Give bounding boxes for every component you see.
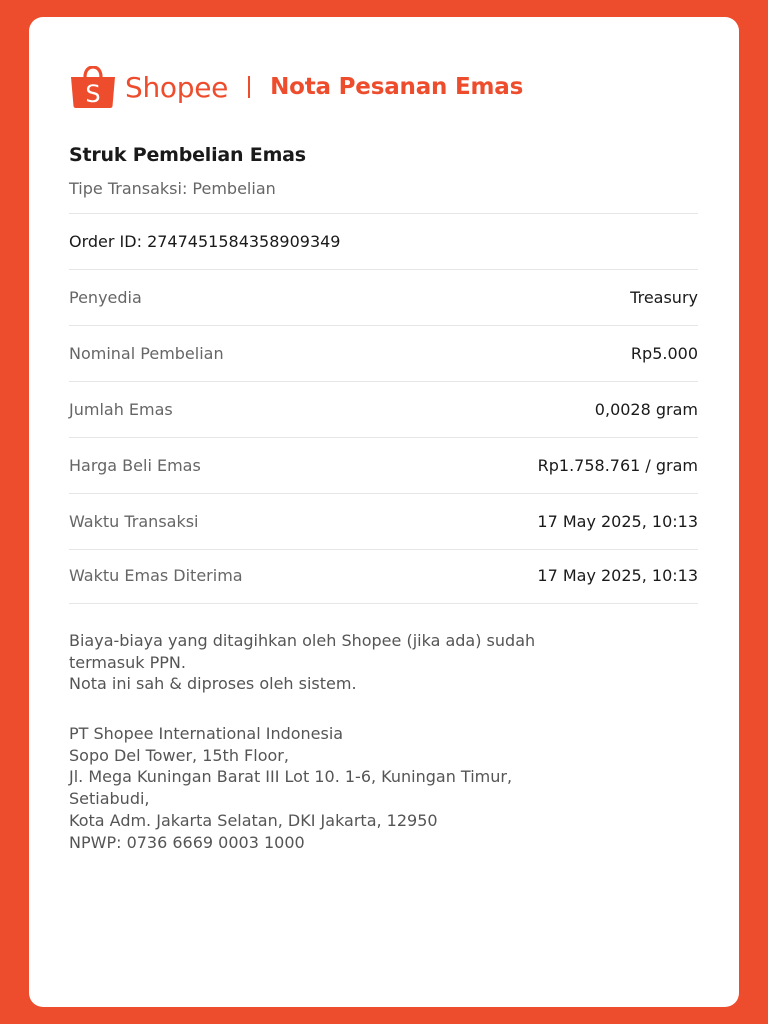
row-value: 17 May 2025, 10:13 [537, 512, 698, 531]
shopee-bag-icon [69, 66, 117, 108]
receipt-card [29, 17, 739, 1007]
row-label: Penyedia [69, 288, 142, 307]
divider [69, 213, 698, 214]
notes-line: Nota ini sah & diproses oleh sistem. [69, 674, 357, 694]
company-name: PT Shopee International Indonesia [69, 724, 344, 743]
row-value: Rp5.000 [630, 344, 698, 363]
svg-text:S: S [85, 80, 101, 108]
receipt-notes [69, 630, 709, 695]
detail-row-purchase-amount [69, 326, 698, 382]
row-label: Waktu Transaksi [69, 512, 199, 531]
receipt-header [69, 65, 523, 109]
address-line: Setiabudi, [69, 789, 150, 809]
detail-row-gold-quantity [69, 382, 698, 438]
address-line: Kota Adm. Jakarta Selatan, DKI Jakarta, 12950 [69, 810, 438, 830]
page-title: Nota Pesanan Emas [270, 74, 524, 100]
row-label: Nominal Pembelian [69, 344, 224, 363]
row-label: Harga Beli Emas [69, 456, 201, 475]
notes-line: Biaya-biaya yang ditagihkan oleh Shopee (jika ada) sudah [69, 631, 536, 650]
transaction-type: Tipe Transaksi: Pembelian [69, 179, 276, 198]
detail-row-gold-price [69, 438, 698, 494]
tax-id: NPWP: 0736 6669 0003 1000 [69, 832, 305, 852]
row-label: Waktu Emas Diterima [69, 566, 243, 585]
row-value: Rp1.758.761 / gram [537, 456, 698, 475]
address-line: Sopo Del Tower, 15th Floor, [69, 745, 289, 765]
header-divider [248, 76, 250, 98]
order-id: Order ID: 2747451584358909349 [69, 232, 341, 251]
row-label: Jumlah Emas [69, 400, 173, 419]
brand-name: Shopee [125, 70, 229, 104]
row-value: 0,0028 gram [594, 400, 698, 419]
address-line: Jl. Mega Kuningan Barat III Lot 10. 1-6, Kuningan Timur, [69, 767, 513, 787]
row-value: Treasury [630, 288, 698, 307]
row-value: 17 May 2025, 10:13 [537, 566, 698, 585]
company-address [69, 723, 709, 853]
receipt-title: Struk Pembelian Emas [69, 144, 306, 166]
notes-line: termasuk PPN. [69, 652, 186, 672]
detail-row-gold-received-time [69, 548, 698, 604]
detail-row-provider [69, 270, 698, 326]
detail-row-transaction-time [69, 494, 698, 550]
